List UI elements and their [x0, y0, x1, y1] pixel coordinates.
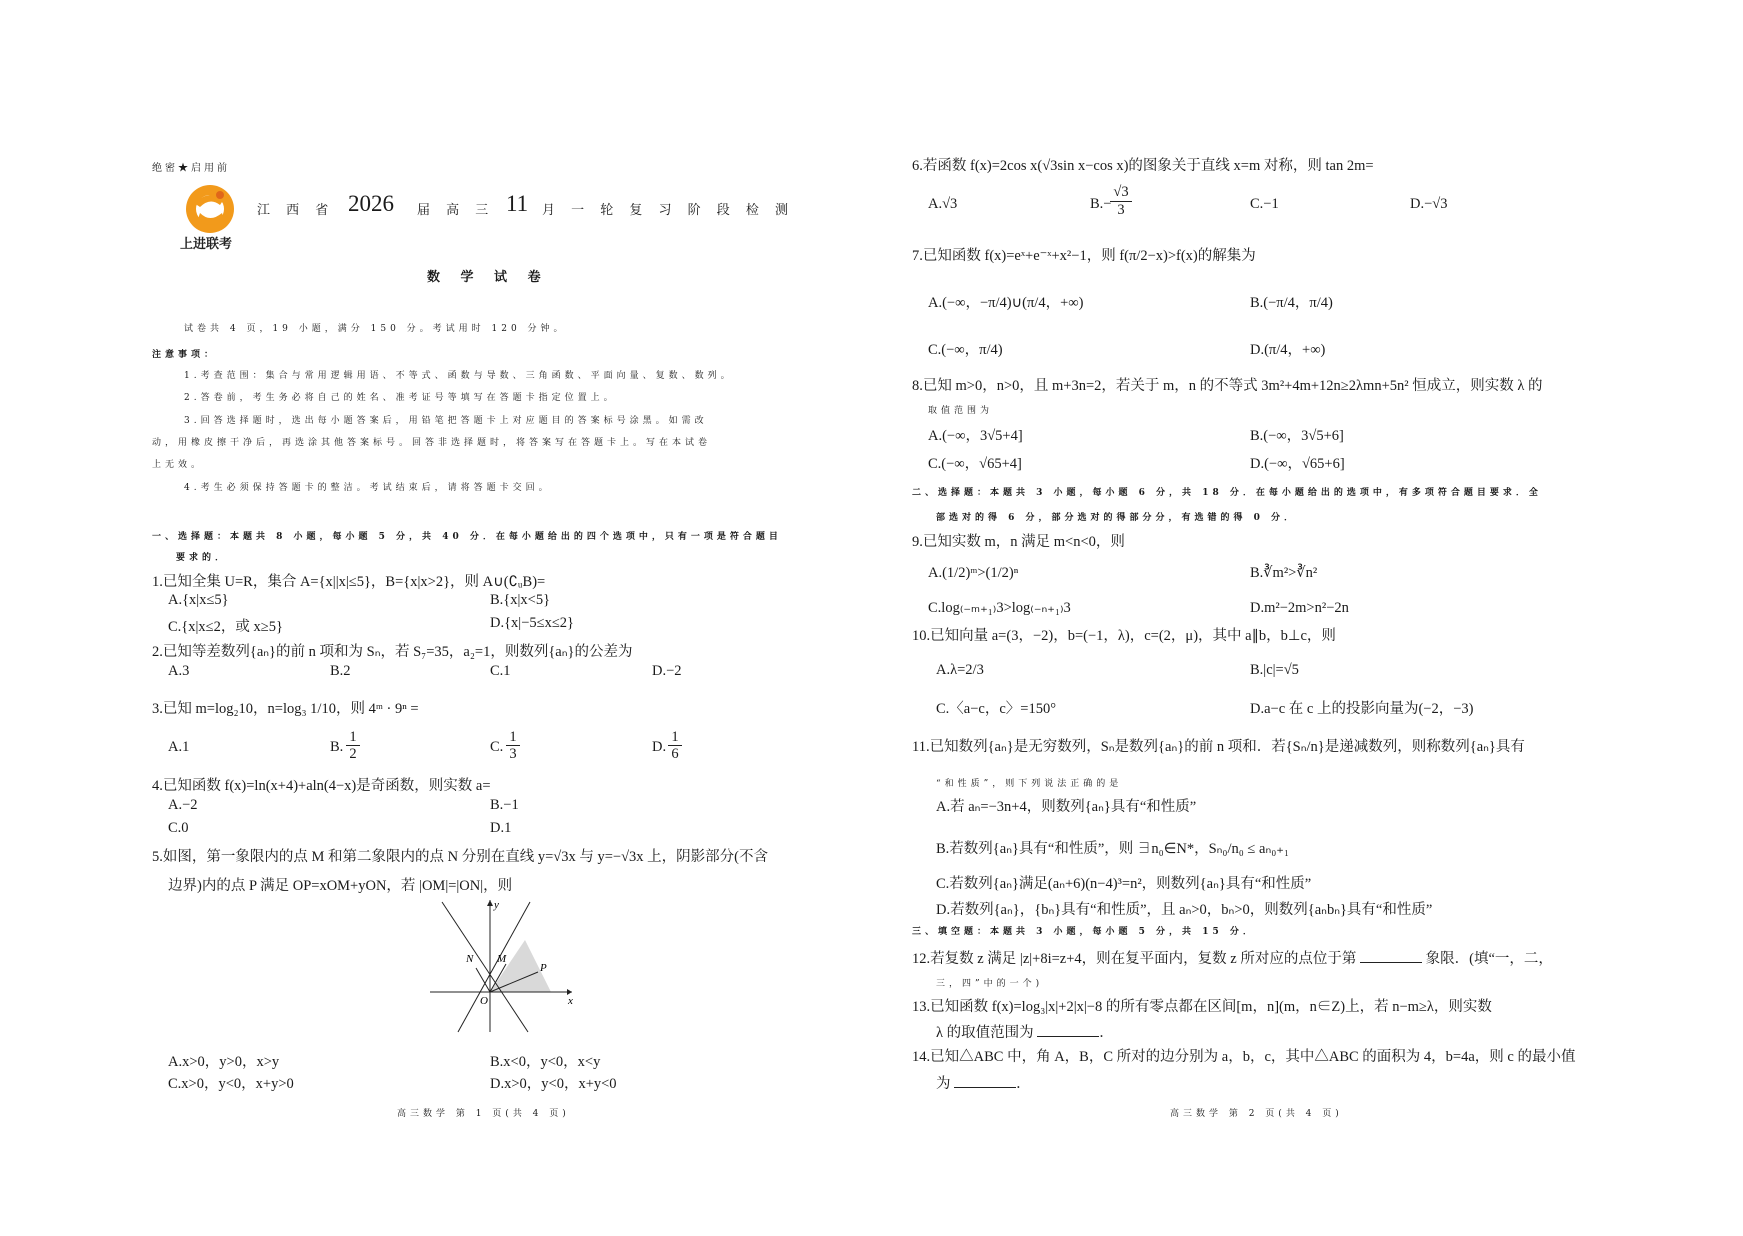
y-axis-arrow-icon: [487, 900, 493, 906]
q3-stem: 3.已知 m=log₂10，n=log₃ 1/10，则 4ᵐ · 9ⁿ =: [152, 701, 419, 717]
page1-footer: 高三数学 第 1 页(共 4 页): [397, 1109, 570, 1119]
q6-option-a: A.√3: [928, 196, 958, 212]
q13-stem-cont: λ 的取值范围为: [936, 1025, 1034, 1041]
q14-stem: 14.已知△ABC 中，角 A，B，C 所对的边分别为 a，b，c，其中△ABC 的面积为 4，b=4a，则 c 的最小值: [912, 1049, 1576, 1065]
q14-answer-blank[interactable]: [954, 1075, 1016, 1088]
exam-title-suffix: 月 一 轮 复 习 阶 段 检 测: [542, 203, 795, 218]
q3-d-num: 1: [668, 729, 682, 746]
section2-heading-cont: 部选对的得 6 分，部分选对的得部分分，有选错的得 0 分．: [936, 513, 1298, 523]
exam-title-year: 2026: [348, 191, 394, 216]
q4-stem: 4.已知函数 f(x)=ln(x+4)+aln(4−x)是奇函数，则实数 a=: [152, 778, 491, 794]
q2-option-c: C.1: [490, 663, 511, 679]
q3-option-d: D.: [652, 739, 667, 755]
exam-title-prefix: 江 西 省: [257, 203, 335, 218]
q12-stem-end: 象限．(填“一，二，: [1425, 951, 1553, 967]
q6-b-den: 3: [1117, 202, 1125, 218]
q8-option-c: C.(−∞，√65+4]: [928, 456, 1022, 472]
q8-option-b: B.(−∞，3√5+6]: [1250, 428, 1344, 444]
q3-option-a: A.1: [168, 739, 190, 755]
q3-d-den: 6: [671, 746, 679, 762]
q3-b-den: 2: [349, 746, 357, 762]
q11-option-a: A.若 aₙ=−3n+4，则数列{aₙ}具有“和性质”: [936, 799, 1197, 815]
q1-option-b: B.{x|x<5}: [490, 592, 551, 608]
q3-option-c: C.: [490, 739, 504, 755]
subject-title: 数 学 试 卷: [427, 270, 549, 285]
q1-stem: 1.已知全集 U=R，集合 A={x||x|≤5}，B={x|x>2}，则 A∪(∁ᵤB)=: [152, 574, 546, 590]
q3-c-den: 3: [509, 746, 517, 762]
q6-option-c: C.−1: [1250, 196, 1279, 212]
q7-option-a: A.(−∞，−π/4)∪(π/4，+∞): [928, 295, 1084, 311]
section2-heading: 二、选择题：本题共 3 小题，每小题 6 分，共 18 分．在每小题给出的选项中，有多项符合题目要求．全: [912, 488, 1542, 498]
q12-stem-cont: 三，四”中的一个): [936, 979, 1044, 989]
q2-option-b: B.2: [330, 663, 351, 679]
q11-option-b: B.若数列{aₙ}具有“和性质”，则 ∃n₀∈N*，Sₙ₀/n₀ ≤ aₙ₀₊₁: [936, 841, 1289, 857]
q9-stem: 9.已知实数 m，n 满足 m<n<0，则: [912, 534, 1125, 550]
q1-option-a: A.{x|x≤5}: [168, 592, 229, 608]
q10-option-b: B.|c|=√5: [1250, 662, 1299, 678]
notice-item-3-cont: 动，用橡皮擦干净后，再选涂其他答案标号。回答非选择题时，将答案写在答题卡上。写在本试卷: [152, 438, 712, 448]
q3-option-b: B.: [330, 739, 344, 755]
q7-option-b: B.(−π/4，π/4): [1250, 295, 1333, 311]
label-y: y: [494, 899, 499, 911]
notice-item-3-end: 上无效。: [152, 460, 205, 470]
section1-heading-cont: 要求的．: [176, 553, 229, 563]
q13-answer-blank[interactable]: [1037, 1024, 1099, 1037]
q9-option-c: C.log₍₋ₘ₊₁₎3>log₍₋ₙ₊₁₎3: [928, 600, 1071, 616]
q9-option-b: B.∛m²>∛n²: [1250, 565, 1318, 581]
q12-stem-text: 12.若复数 z 满足 |z|+8i=z+4，则在复平面内，复数 z 所对应的点位于第: [912, 951, 1357, 967]
label-n: N: [466, 953, 474, 965]
q3-option-d-fraction: [668, 729, 682, 762]
q4-option-d: D.1: [490, 820, 512, 836]
q6-stem: 6.若函数 f(x)=2cos x(√3sin x−cos x)的图象关于直线 x=m 对称，则 tan 2m=: [912, 158, 1374, 174]
notice-item-1: 1.考查范围：集合与常用逻辑用语、不等式、函数与导数、三角函数、平面向量、复数、数列。: [184, 371, 734, 381]
q13-stem-cont-line: λ 的取值范围为 ．: [936, 1025, 1114, 1041]
confidential-mark: 绝密★启用前: [152, 163, 230, 174]
label-x: x: [568, 995, 573, 1007]
q10-option-c: C.〈a−c，c〉=150°: [936, 701, 1057, 717]
q12-answer-blank[interactable]: [1360, 950, 1422, 963]
q14-stem-cont: 为: [936, 1076, 951, 1092]
q2-option-d: D.−2: [652, 663, 682, 679]
q8-option-a: A.(−∞，3√5+4]: [928, 428, 1023, 444]
q6-option-d: D.−√3: [1410, 196, 1448, 212]
q5-option-c: C.x>0，y<0，x+y>0: [168, 1076, 294, 1092]
q6-option-b-fraction: [1110, 184, 1132, 219]
q7-stem: 7.已知函数 f(x)=eˣ+e⁻ˣ+x²−1，则 f(π/2−x)>f(x)的解集为: [912, 248, 1256, 264]
q3-option-c-fraction: [506, 729, 520, 762]
q3-c-num: 1: [506, 729, 520, 746]
page2-footer: 高三数学 第 2 页(共 4 页): [1170, 1109, 1343, 1119]
q3-option-b-fraction: [346, 729, 360, 762]
q5-figure: [430, 898, 580, 1033]
q11-stem-cont: “和性质”，则下列说法正确的是: [936, 779, 1123, 789]
q4-option-b: B.−1: [490, 797, 519, 813]
q10-stem: 10.已知向量 a=(3，−2)，b=(−1，λ)，c=(2，μ)，其中 a∥b，b⊥c，则: [912, 628, 1336, 644]
coordinate-figure: [430, 898, 580, 1033]
q11-option-c: C.若数列{aₙ}满足(aₙ+6)(n−4)³=n²，则数列{aₙ}具有“和性质”: [936, 876, 1312, 892]
logo-text: 上进联考: [180, 236, 233, 251]
q2-stem: 2.已知等差数列{aₙ}的前 n 项和为 Sₙ，若 S₇=35，a₂=1，则数列{aₙ}的公差为: [152, 644, 633, 660]
q7-option-c: C.(−∞，π/4): [928, 342, 1003, 358]
label-o: O: [480, 995, 488, 1007]
q4-option-a: A.−2: [168, 797, 198, 813]
section3-heading: 三、填空题：本题共 3 小题，每小题 5 分，共 15 分．: [912, 927, 1256, 937]
label-m: M: [497, 953, 507, 965]
notice-item-4: 4.考生必须保持答题卡的整洁。考试结束后，请将答题卡交回。: [184, 483, 552, 493]
q7-option-d: D.(π/4，+∞): [1250, 342, 1326, 358]
exam-summary: 试卷共 4 页，19 小题，满分 150 分。考试用时 120 分钟。: [184, 324, 567, 334]
label-p: P: [540, 962, 547, 974]
q4-option-c: C.0: [168, 820, 189, 836]
q8-option-d: D.(−∞，√65+6]: [1250, 456, 1345, 472]
section1-heading: 一、选择题：本题共 8 小题，每小题 5 分，共 40 分．在每小题给出的四个选项中，只有一项是符合题目: [152, 532, 782, 542]
q12-stem: [912, 947, 1553, 968]
q2-option-a: A.3: [168, 663, 190, 679]
q3-b-num: 1: [346, 729, 360, 746]
q6-b-num: √3: [1110, 184, 1132, 202]
q8-stem: 8.已知 m>0，n>0，且 m+3n=2，若关于 m，n 的不等式 3m²+4m+12n≥2λmn+5n² 恒成立，则实数 λ 的: [912, 378, 1543, 394]
exam-title-month: 11: [506, 191, 529, 216]
q9-option-a: A.(1/2)ᵐ>(1/2)ⁿ: [928, 565, 1019, 581]
q11-option-d: D.若数列{aₙ}，{bₙ}具有“和性质”，且 aₙ>0，bₙ>0，则数列{aₙbₙ}具有“和性质”: [936, 902, 1433, 918]
q8-stem-cont: 取值范围为: [928, 406, 994, 416]
q11-stem: 11.已知数列{aₙ}是无穷数列，Sₙ是数列{aₙ}的前 n 项和．若{Sₙ/n}是递减数列，则称数列{aₙ}具有: [912, 739, 1525, 755]
q5-stem: 5.如图，第一象限内的点 M 和第二象限内的点 N 分别在直线 y=√3x 与 y=−√3x 上，阴影部分(不含: [152, 849, 769, 865]
exam-title-mid: 届 高 三: [417, 203, 495, 218]
q14-stem-cont-line: 为 ．: [936, 1076, 1031, 1092]
q5-option-b: B.x<0，y<0，x<y: [490, 1054, 601, 1070]
notice-item-3: 3.回答选择题时，选出每小题答案后，用铅笔把答题卡上对应题目的答案标号涂黑。如需改: [184, 416, 708, 426]
notice-heading: 注意事项：: [152, 350, 218, 360]
q6-option-b: B.−: [1090, 196, 1112, 212]
q1-option-d: D.{x|−5≤x≤2}: [490, 615, 575, 631]
q10-option-d: D.a−c 在 c 上的投影向量为(−2，−3): [1250, 701, 1474, 717]
q5-stem-cont: 边界)内的点 P 满足 OP=xOM+yON，若 |OM|=|ON|，则: [168, 878, 513, 894]
q10-option-a: A.λ=2/3: [936, 662, 984, 678]
q5-option-d: D.x>0，y<0，x+y<0: [490, 1076, 617, 1092]
q13-stem: 13.已知函数 f(x)=log₃|x|+2|x|−8 的所有零点都在区间[m，n](m，n∈Z)上，若 n−m≥λ，则实数: [912, 999, 1492, 1015]
q9-option-d: D.m²−2m>n²−2n: [1250, 600, 1349, 616]
exam-logo: [180, 183, 242, 253]
q1-option-c: C.{x|x≤2，或 x≥5}: [168, 619, 283, 635]
notice-item-2: 2.答卷前，考生务必将自己的姓名、准考证号等填写在答题卡指定位置上。: [184, 393, 617, 403]
q5-option-a: A.x>0，y>0，x>y: [168, 1054, 280, 1070]
